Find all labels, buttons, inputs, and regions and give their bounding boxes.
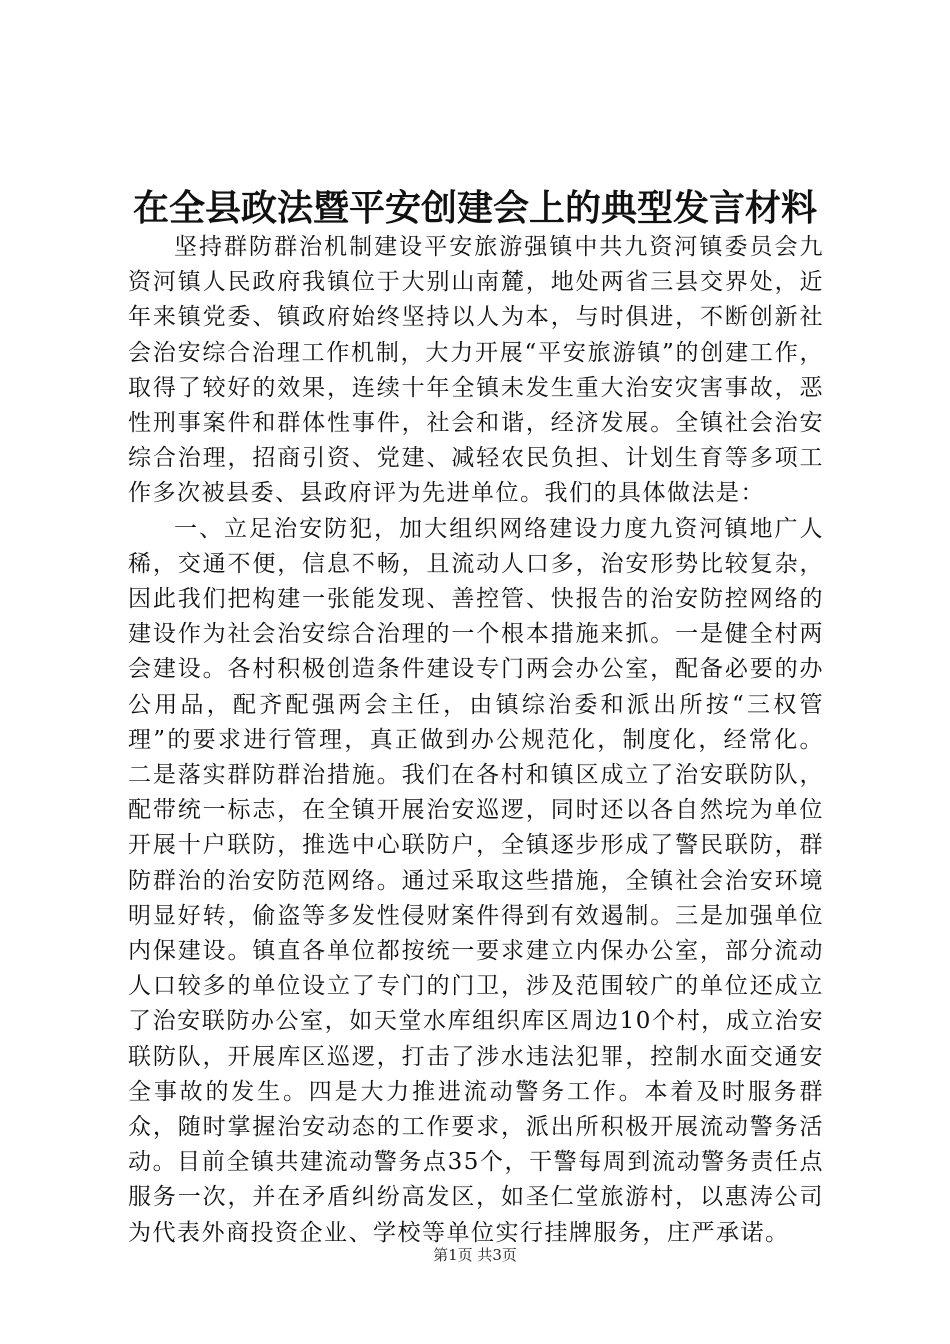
document-body <box>128 230 824 1251</box>
document-title: 在全县政法暨平安创建会上的典型发言材料 <box>132 187 817 229</box>
paragraph-intro: 坚持群防群治机制建设平安旅游强镇中共九资河镇委员会九资河镇人民政府我镇位于大别山南麓，地处两省三县交界处，近年来镇党委、镇政府始终坚持以人为本，与时俱进，不断创新社会治安综合治理工作机制，大力开展“平安旅游镇”的创建工作，取得了较好的效果，连续十年全镇未发生重大治安灾害事故，恶性刑事案件和群体性事件，社会和谐，经济发展。全镇社会治安综合治理，招商引资、党建、减轻农民负担、计划生育等多项工作多次被县委、县政府评为先进单位。我们的具体做法是： <box>128 234 824 507</box>
paragraph-section-one: 一、立足治安防犯，加大组织网络建设力度九资河镇地广人稀，交通不便，信息不畅，且流动人口多，治安形势比较复杂，因此我们把构建一张能发现、善控管、快报告的治安防控网络的建设作为社会治安综合治理的一个根本措施来抓。一是健全村两会建设。各村积极创造条件建设专门两会办公室，配备必要的办公用品，配齐配强两会主任，由镇综治委和派出所按“三权管理”的要求进行管理，真正做到办公规范化，制度化，经常化。二是落实群防群治措施。我们在各村和镇区成立了治安联防队，配带统一标志，在全镇开展治安巡逻，同时还以各自然垸为单位开展十户联防，推选中心联防户，全镇逐步形成了警民联防，群防群治的治安防范网络。通过采取这些措施，全镇社会治安环境明显好转，偷盗等多发性侵财案件得到有效遏制。三是加强单位内保建设。镇直各单位都按统一要求建立内保办公室，部分流动人口较多的单位设立了专门的门卫，涉及范围较广的单位还成立了治安联防办公室，如天堂水库组织库区周边10个村，成立治安联防队，开展库区巡逻，打击了涉水违法犯罪，控制水面交通安全事故的发生。四是大力推进流动警务工作。本着及时服务群众，随时掌握治安动态的工作要求，派出所积极开展流动警务活动。目前全镇共建流动警务点35个，干警每周到流动警务责任点服务一次，并在矛盾纠纷高发区，如圣仁堂旅游村，以惠涛公司为代表外商投资企业、学校等单位实行挂牌服务，庄严承诺。 <box>128 515 824 1246</box>
page-number-footer: 第1页 共3页 <box>433 1246 517 1264</box>
